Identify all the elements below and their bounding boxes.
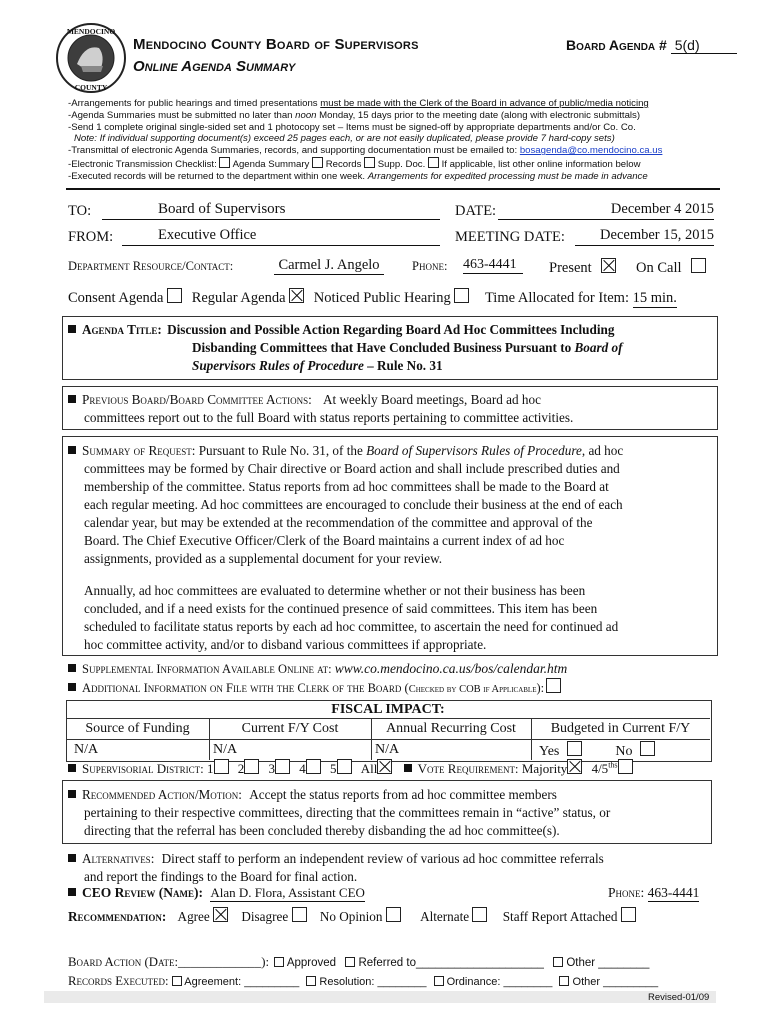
fiscal-value-annual: N/A [375,742,400,757]
agenda-number: 5(d) [671,37,737,54]
seal-icon [55,22,127,94]
resolution-checkbox[interactable] [306,976,316,986]
present-option: Present [549,258,616,277]
district-2-checkbox[interactable] [244,759,259,774]
date-label: DATE: [455,203,497,219]
ceo-recommendation-row: Recommendation: Agree Disagree No Opinion Alternate Staff Report Attached [68,907,636,925]
present-checkbox[interactable] [601,258,616,273]
consent-checkbox[interactable] [167,288,182,303]
fiscal-title: FISCAL IMPACT: [331,702,445,717]
majority-checkbox[interactable] [567,759,582,774]
agenda-type-row: Consent Agenda Regular Agenda Noticed Public Hearing Time Allocated for Item: 15 min. [68,290,677,306]
ceo-name-field[interactable]: Alan D. Flora, Assistant CEO [210,885,365,900]
summary-section: Summary of Request: Pursuant to Rule No. 31, of the Board of Supervisors Rules of Procedure, ad hoc committees may be formed by Chair directive or Board action and shall include prescribed duties and membership of the committee. Status reports from ad hoc committees shall be made to the Board at each regular meeting. Ad hoc committees are encouraged to conclude their business at the end of each calendar year, but may be extended at the recommendation of the committee and approval of the Board. The Chief Executive Officer/Clerk of the Board maintains a current index of ad hoc assignments, provided as a supplemental document for your review. Annually, ad hoc committees are evaluated to determine whether or not their business has been concluded, and if a need exists for the continued presence of said committees. This item has been scheduled to facilitate status reports by each ad hoc committee, to ascertain the need for continued ad hoc committee activity, and/or to disband various committees if appropriate. [68,442,714,654]
checklist-other[interactable] [428,157,439,168]
phone-field[interactable]: 463-4441 [463,257,523,274]
contact-field[interactable]: Carmel J. Angelo [274,257,384,275]
agenda-title-section: Agenda Title: Discussion and Possible Action Regarding Board Ad Hoc Committees Including Disbanding Committees that Have Concluded Business Pursuant to Board of Supervisors Rules of Procedure – Rule No. 31 [68,321,714,375]
district-5-checkbox[interactable] [337,759,352,774]
ceo-phone-field[interactable]: 463-4441 [647,885,700,900]
additional-info-checkbox[interactable] [546,678,561,693]
email-link[interactable]: bosagenda@co.mendocino.ca.us [519,145,663,157]
budgeted-no-checkbox[interactable] [640,741,655,756]
phone-label: Phone: [412,259,448,273]
oncall-checkbox[interactable] [691,258,706,273]
fiscal-header-current: Current F/Y Cost [241,721,339,736]
to-label: TO: [68,203,92,219]
agreement-checkbox[interactable] [172,976,182,986]
instructions-block: -Arrangements for public hearings and timed presentations must be made with the Clerk of the Board in advance of public/media noticing -Agenda Summaries must be submitted no later than noon Monday, 15 days prior to the meeting date (along with electronic submittals) -Send 1 complete original single-sided set and 1 photocopy set – Items must be signed-off by appropriate departments and/or Co. Co. Note: If individual supporting document(s) exceed 25 pages each, or are not easily duplicated, please provide 7 hard-copy sets) -Transmittal of electronic Agenda Summaries, records, and supporting documentation must be emailed to: bosagenda@co.mendocino.ca.us -Electronic Transmission Checklist: Agenda Summary Records Supp. Doc. If applicable, list other online information below -Executed records will be returned to the department within one week. Arrangements for expedited processing must be made in advance [68,98,663,182]
noticed-hearing-checkbox[interactable] [454,288,469,303]
checklist-supp-doc[interactable] [364,157,375,168]
supplemental-section: Supplemental Information Available Online at: www.co.mendocino.ca.us/bos/calendar.htm Additional Information on File with the Clerk of the Board (Checked by COB if Applicable): [68,660,718,698]
footer-bar [44,991,716,1003]
supplemental-url[interactable]: www.co.mendocino.ca.us/bos/calendar.htm [334,661,568,676]
district-1-checkbox[interactable] [214,759,229,774]
ceo-phone: Phone: 463-4441 [608,885,700,900]
recommended-section: Recommended Action/Motion: Accept the status reports from ad hoc committee members pertaining to their respective committees, directing that the committees remain in “active” status, or directing that the referral has been concluded thereby disbanding the ad hoc committee(s). [68,786,712,840]
alternatives-section: Alternatives: Direct staff to perform an independent review of various ad hoc committee referrals and report the findings to the Board for final action. [68,850,718,886]
fiscal-value-current: N/A [213,742,238,757]
checklist-records[interactable] [312,157,323,168]
referred-checkbox[interactable] [345,957,355,967]
fiscal-value-source: N/A [74,742,99,757]
oncall-option: On Call [636,258,706,277]
no-opinion-checkbox[interactable] [386,907,401,922]
revision-label: Revised-01/09 [648,992,710,1003]
board-action-row: Board Action (Date:_____________): Approved Referred to____________________ Other ________ [68,955,650,969]
fiscal-header-line [66,718,710,719]
other-action-checkbox[interactable] [553,957,563,967]
records-executed-row: Records Executed: Agreement: _________ Resolution: ________ Ordinance: ________ Other _________ [68,974,659,988]
meeting-date-label: MEETING DATE: [455,229,565,245]
fiscal-header-annual: Annual Recurring Cost [386,721,516,736]
budgeted-yes-checkbox[interactable] [567,741,582,756]
district-4-checkbox[interactable] [306,759,321,774]
from-field[interactable]: Executive Office [122,227,440,246]
regular-checkbox[interactable] [289,288,304,303]
header-divider [66,188,720,190]
checklist-agenda-summary[interactable] [219,157,230,168]
district-3-checkbox[interactable] [275,759,290,774]
other-record-checkbox[interactable] [559,976,569,986]
fiscal-header-source: Source of Funding [85,721,190,736]
four-fifths-checkbox[interactable] [618,759,633,774]
county-seal [55,22,127,94]
ceo-review-row: CEO Review (Name): Alan D. Flora, Assistant CEO [68,885,365,902]
from-label: FROM: [68,229,114,245]
svg-text:MENDOCINO: MENDOCINO [66,27,116,36]
previous-actions-section: Previous Board/Board Committee Actions: At weekly Board meetings, Board ad hoc committees report out to the full Board with status reports pertaining to committee activities. [68,391,714,427]
ordinance-checkbox[interactable] [434,976,444,986]
approved-checkbox[interactable] [274,957,284,967]
page-title: Mendocino County Board of Supervisors [133,36,419,53]
fiscal-row-line [66,739,710,740]
disagree-checkbox[interactable] [292,907,307,922]
time-allocated-field[interactable]: 15 min. [632,290,677,306]
meeting-date-field[interactable]: December 15, 2015 [575,227,714,246]
svg-text:COUNTY: COUNTY [74,83,108,92]
agree-checkbox[interactable] [213,907,228,922]
staff-report-checkbox[interactable] [621,907,636,922]
district-all-checkbox[interactable] [377,759,392,774]
page-subtitle: Online Agenda Summary [133,58,296,75]
to-field[interactable]: Board of Supervisors [102,201,440,220]
budgeted-options: Yes No [539,741,655,760]
district-row: Supervisorial District: 1 2 3 4 5 All Vote Requirement: Majority $4/5^{ths}$ [68,759,633,777]
date-field[interactable]: December 4 2015 [498,201,714,220]
contact-label: Department Resource/Contact: [68,259,234,273]
alternate-checkbox[interactable] [472,907,487,922]
agenda-number-label: Board Agenda # 5(d) [566,37,737,54]
fiscal-header-budgeted: Budgeted in Current F/Y [550,721,691,736]
